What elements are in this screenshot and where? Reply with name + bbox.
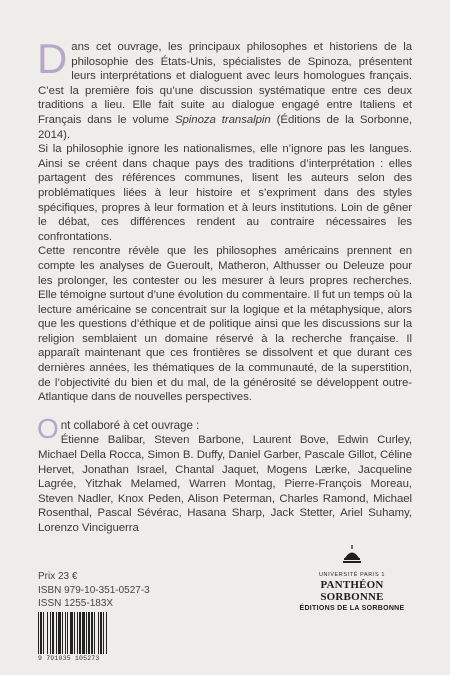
intro-text-b: (Éditions de la Sorbonne, 2014). bbox=[38, 113, 412, 141]
barcode-gap bbox=[107, 612, 108, 654]
barcode-number: 9 791035 105273 bbox=[38, 655, 100, 662]
barcode bbox=[38, 612, 142, 662]
book-title-italic: Spinoza transalpin bbox=[174, 113, 271, 126]
pantheon-dome-icon bbox=[342, 545, 362, 565]
contributors-section bbox=[37, 412, 412, 536]
publisher-imprint: ÉDITIONS DE LA SORBONNE bbox=[299, 605, 405, 612]
dropcap-o: O bbox=[37, 412, 59, 444]
paragraph-nationalism: Si la philosophie ignore les nationalismes, elle n’ignore pas les langues. Ainsi se créent dans chaque pays des traditions d’interprétation : elles partagent des références communes, lisent les auteurs selon des problématiques liées à leur histoire et s’expriment dans des styles spécifiques, propres à leur formation et à leurs institutions. Loin de gêner le débat, ces différences rendent au contraire nécessaires les confrontations. bbox=[38, 143, 412, 243]
contributors-heading-text: nt collaboré à cet ouvrage : bbox=[60, 418, 200, 432]
intro-text-a: ans cet ouvrage, les principaux philosophes et historiens de la philosophie des États-Unis, spécialistes de Spinoza, présentent leurs interprétations et dialoguent avec leurs homologues français. C’est la première fois qu’une discussion systématique entre ces deux traditions a lieu. Elle fait suite au dialogue engagé entre Italiens et Français dans le volume bbox=[38, 41, 412, 126]
dropcap-d: D bbox=[37, 35, 68, 82]
isbn: ISBN 979-10-351-0527-3 bbox=[38, 584, 150, 596]
publisher-name: PANTHÉON SORBONNE bbox=[320, 579, 384, 603]
price: Prix 23 € bbox=[38, 571, 78, 582]
paragraph-encounter: Cette rencontre révèle que les philosophes américains prennent en compte les analyses de Gueroult, Matheron, Althusser ou Deleuze pour les prolonger, les contester ou les mesurer à leurs propres recherches. Elle témoigne surtout d’une évolution du commentaire. Il fut un temps où la lecture américaine se concentrait sur la logique et la métaphysique, alors que les questions d’éthique et de politique ainsi que les discussions sur la religion semblaient un domaine réservé à la recherche française. Il apparaît maintenant que ces frontières se dissolvent et que durant ces dernières années, les thématiques de la communauté, de la superstition, de l’objectivité du bien et du mal, de la générosité se développent outre-Atlantique dans de nouvelles perspectives. bbox=[38, 245, 412, 404]
paragraph-intro bbox=[37, 35, 412, 142]
publisher-university: UNIVERSITÉ PARIS 1 bbox=[318, 572, 386, 578]
barcode-bars bbox=[38, 612, 142, 654]
issn: ISSN 1255-183X bbox=[38, 598, 114, 609]
price-isbn-block bbox=[38, 570, 150, 611]
publisher-logo bbox=[290, 545, 414, 612]
contributors-list: Étienne Balibar, Steven Barbone, Laurent Bove, Edwin Curley, Michael Della Rocca, Simon B. Duffy, Daniel Garber, Pascale Gillot, Céline Hervet, Jonathan Israel, Chantal Jaquet, Mogens Lærke, Jacqueline Lagrée, Yitzhak Melamed, Warren Montag, Pierre-François Moreau, Steven Nadler, Knox Peden, Alison Peterman, Charles Ramond, Michael Rosenthal, Pascal Sévérac, Hasana Sharp, Jack Stetter, Ariel Suhamy, Lorenzo Vinciguerra bbox=[38, 434, 412, 534]
back-cover-text bbox=[37, 35, 412, 536]
contributors-heading bbox=[37, 412, 412, 444]
